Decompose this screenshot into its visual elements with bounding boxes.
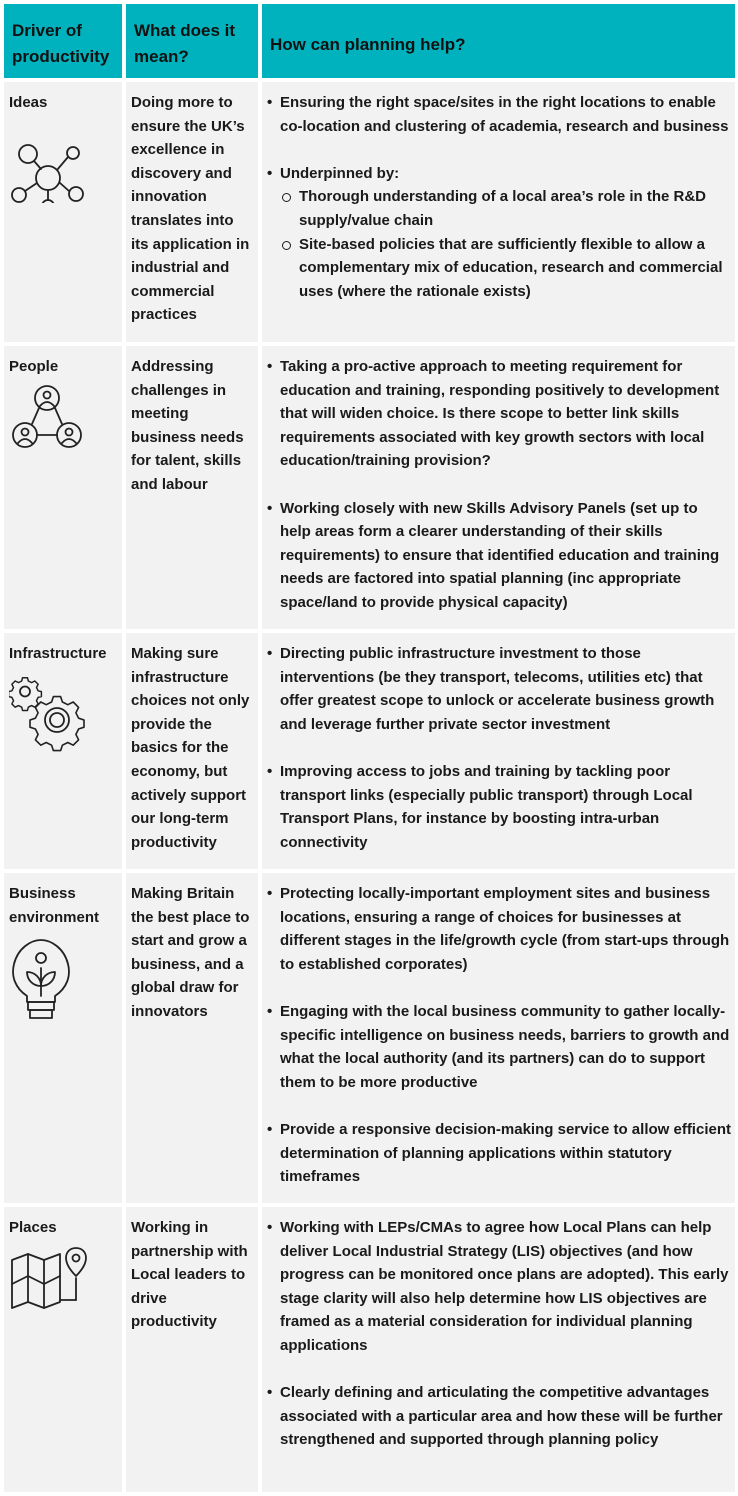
- bullet-item: • Provide a responsive decision-making service to allow efficient determination of planning applications within statutory timeframes: [266, 1118, 731, 1189]
- row-infrastructure-meaning: Making sure infrastructure choices not only provide the basics for the economy, but actively support our long-term productivity: [126, 633, 258, 869]
- row-ideas-planning-help: [262, 82, 735, 342]
- sub-bullet-item: Site-based policies that are sufficiently flexible to allow a complementary mix of education, research and commercial uses (where the rationale exists): [280, 233, 731, 304]
- row-business-environment-driver: [4, 873, 122, 1203]
- map-pin-icon: [10, 1246, 90, 1310]
- bullet-item: • Improving access to jobs and training by tackling poor transport links (especially public transport) through Local Transport Plans, for instance by boosting intra-urban connectivity: [266, 760, 731, 854]
- row-people-planning-help: [262, 346, 735, 629]
- driver-label: Ideas: [9, 94, 48, 111]
- row-business-environment-meaning: Making Britain the best place to start and grow a business, and a global draw for innovators: [126, 873, 258, 1203]
- bullet-text: Underpinned by:: [280, 164, 400, 182]
- bullet-item: • Protecting locally-important employment sites and business locations, ensuring a range of choices for businesses at different stages in the life/growth cycle (from start-ups through to established corporates): [266, 882, 731, 976]
- row-people-meaning: Addressing challenges in meeting business needs for talent, skills and labour: [126, 346, 258, 629]
- row-infrastructure-driver: [4, 633, 122, 869]
- driver-label: Places: [9, 1219, 57, 1236]
- gears-icon: [9, 672, 91, 754]
- row-business-environment-planning-help: [262, 873, 735, 1203]
- header-driver: Driver of productivity: [4, 4, 122, 78]
- bullet-item: • Working with LEPs/CMAs to agree how Local Plans can help deliver Local Industrial Strategy (LIS) objectives (and how progress can be monitored once plans are adopted). This early stage clarity will also help determine how LIS objectives are framed as a material consideration for individual planning applications: [266, 1216, 731, 1358]
- bullet-item: • Taking a pro-active approach to meeting requirement for education and training, responding positively to development that will widen choice. Is there scope to better link skills requirements associated with key growth sectors with local education/training provision?: [266, 355, 731, 473]
- driver-label: Business environment: [9, 885, 100, 926]
- bullet-item: • Working closely with new Skills Advisory Panels (set up to help areas form a clearer understanding of their skills requirements) to ensure that identified education and training needs are factored into spatial planning (inc appropriate space/land to provide physical capacity): [266, 497, 731, 615]
- row-places-driver: [4, 1207, 122, 1492]
- lightbulb-plant-icon: [11, 936, 71, 1024]
- row-people-driver: [4, 346, 122, 629]
- header-planning-help: How can planning help?: [262, 4, 735, 78]
- bullet-item: • Engaging with the local business community to gather locally-specific intelligence on business needs, barriers to growth and what the local authority (and its partners) can do to support them to be more productive: [266, 1000, 731, 1094]
- driver-label: People: [9, 358, 59, 375]
- bullet-item: [266, 162, 731, 304]
- row-infrastructure-planning-help: [262, 633, 735, 869]
- driver-label: Infrastructure: [9, 645, 107, 662]
- row-places-meaning: Working in partnership with Local leaders to drive productivity: [126, 1207, 258, 1492]
- row-places-planning-help: [262, 1207, 735, 1492]
- bullet-item: • Ensuring the right space/sites in the right locations to enable co-location and clustering of academia, research and business: [266, 91, 731, 138]
- header-meaning: What does it mean?: [126, 4, 258, 78]
- bullet-item: • Directing public infrastructure investment to those interventions (be they transport, telecoms, utilities etc) that offer greatest scope to unlock or accelerate business growth and leverage further private sector investment: [266, 642, 731, 736]
- bullet-item: • Clearly defining and articulating the competitive advantages associated with a particular area and how these will be further strengthened and supported through planning policy: [266, 1381, 731, 1452]
- sub-bullet-item: Thorough understanding of a local area’s role in the R&D supply/value chain: [280, 185, 731, 232]
- network-nodes-icon: [9, 121, 89, 203]
- people-network-icon: [9, 385, 91, 449]
- row-ideas-driver: [4, 82, 122, 342]
- row-ideas-meaning: Doing more to ensure the UK’s excellence in discovery and innovation translates into its application in industrial and commercial practices: [126, 82, 258, 342]
